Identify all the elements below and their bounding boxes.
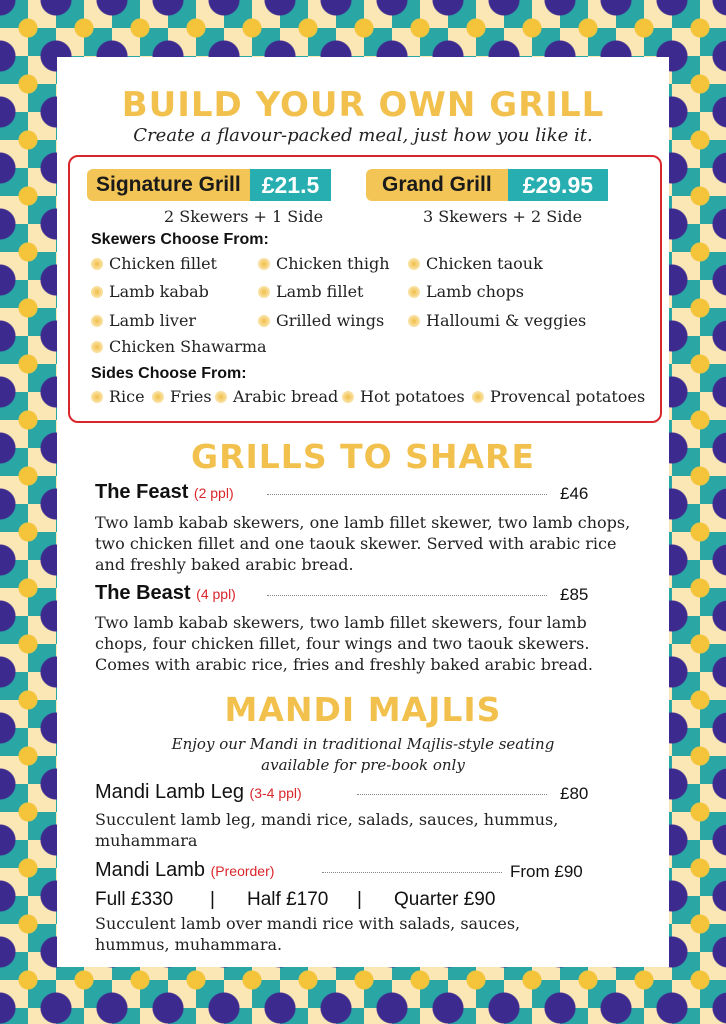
mandi-title: MANDI MAJLIS — [224, 690, 502, 729]
side-option: Provencal potatoes — [472, 387, 645, 406]
build-grill-box — [68, 155, 662, 423]
feast-description: Two lamb kabab skewers, one lamb fillet skewer, two lamb chops, two chicken fillet and one taouk skewer. Served with arabic rice and freshly baked arabic bread. — [95, 513, 631, 574]
skewer-option: Chicken taouk — [408, 254, 543, 273]
bullet-icon — [91, 286, 103, 298]
menu-panel — [57, 57, 669, 967]
mandi-intro-line2: available for pre-book only — [261, 756, 465, 774]
size-divider: | — [357, 889, 362, 910]
bullet-icon — [472, 391, 484, 403]
skewers-heading: Skewers Choose From: — [91, 231, 269, 248]
skewer-option: Halloumi & veggies — [408, 311, 586, 330]
skewer-option: Chicken Shawarma — [91, 337, 267, 356]
skewer-option: Lamb fillet — [258, 282, 363, 301]
bullet-icon — [152, 391, 164, 403]
bullet-icon — [258, 258, 270, 270]
side-option: Arabic bread — [215, 387, 338, 406]
grand-grill-detail: 3 Skewers + 2 Side — [423, 207, 583, 226]
signature-grill-name: Signature Grill — [87, 169, 250, 201]
skewer-option: Chicken thigh — [258, 254, 390, 273]
dotted-leader — [322, 872, 502, 873]
bullet-icon — [408, 258, 420, 270]
dotted-leader — [267, 494, 547, 495]
bullet-icon — [258, 286, 270, 298]
side-option: Fries — [152, 387, 212, 406]
skewer-option: Lamb liver — [91, 311, 196, 330]
bullet-icon — [91, 341, 103, 353]
mandi-size-half: Half £170 — [247, 889, 329, 910]
size-divider: | — [210, 889, 215, 910]
feast-name: The Feast (2 ppl) — [95, 481, 234, 503]
bullet-icon — [408, 286, 420, 298]
mandi-lamb-description: Succulent lamb over mandi rice with salads, sauces, hummus, muhammara. — [95, 914, 521, 954]
bullet-icon — [91, 258, 103, 270]
mandi-lamb-leg-price: £80 — [560, 784, 589, 803]
side-option: Hot potatoes — [342, 387, 465, 406]
beast-description: Two lamb kabab skewers, two lamb fillet skewers, four lamb chops, four chicken fillet, four wings and two taouk skewers. Comes with arabic rice, fries and freshly baked arabic bread. — [95, 613, 593, 674]
grand-grill-price: £29.95 — [508, 169, 608, 201]
side-option: Rice — [91, 387, 145, 406]
skewer-option: Chicken fillet — [91, 254, 217, 273]
bullet-icon — [258, 315, 270, 327]
feast-price: £46 — [560, 484, 589, 503]
share-title: GRILLS TO SHARE — [190, 437, 536, 476]
mandi-intro-line1: Enjoy our Mandi in traditional Majlis-style seating — [171, 735, 555, 753]
sides-heading: Sides Choose From: — [91, 365, 247, 382]
grand-grill-tag — [366, 169, 608, 201]
dotted-leader — [267, 595, 547, 596]
build-title: BUILD YOUR OWN GRILL — [121, 85, 605, 125]
beast-name: The Beast (4 ppl) — [95, 582, 236, 604]
dotted-leader — [357, 794, 547, 795]
skewer-option: Lamb kabab — [91, 282, 209, 301]
mandi-lamb-leg-description: Succulent lamb leg, mandi rice, salads, sauces, hummus, muhammara — [95, 810, 559, 850]
bullet-icon — [91, 391, 103, 403]
bullet-icon — [91, 315, 103, 327]
mandi-size-full: Full £330 — [95, 889, 174, 910]
mandi-lamb-leg-name: Mandi Lamb Leg (3-4 ppl) — [95, 781, 302, 803]
bullet-icon — [408, 315, 420, 327]
mandi-lamb-name: Mandi Lamb (Preorder) — [95, 859, 275, 881]
bullet-icon — [342, 391, 354, 403]
mandi-size-quarter: Quarter £90 — [394, 889, 496, 910]
build-subtitle: Create a flavour-packed meal, just how you like it. — [133, 125, 593, 146]
bullet-icon — [215, 391, 227, 403]
skewer-option: Grilled wings — [258, 311, 384, 330]
skewer-option: Lamb chops — [408, 282, 524, 301]
grand-grill-name: Grand Grill — [366, 169, 508, 201]
signature-grill-tag — [87, 169, 331, 201]
beast-price: £85 — [560, 585, 589, 604]
signature-grill-detail: 2 Skewers + 1 Side — [164, 207, 324, 226]
mandi-lamb-price: From £90 — [510, 862, 583, 881]
signature-grill-price: £21.5 — [250, 169, 332, 201]
